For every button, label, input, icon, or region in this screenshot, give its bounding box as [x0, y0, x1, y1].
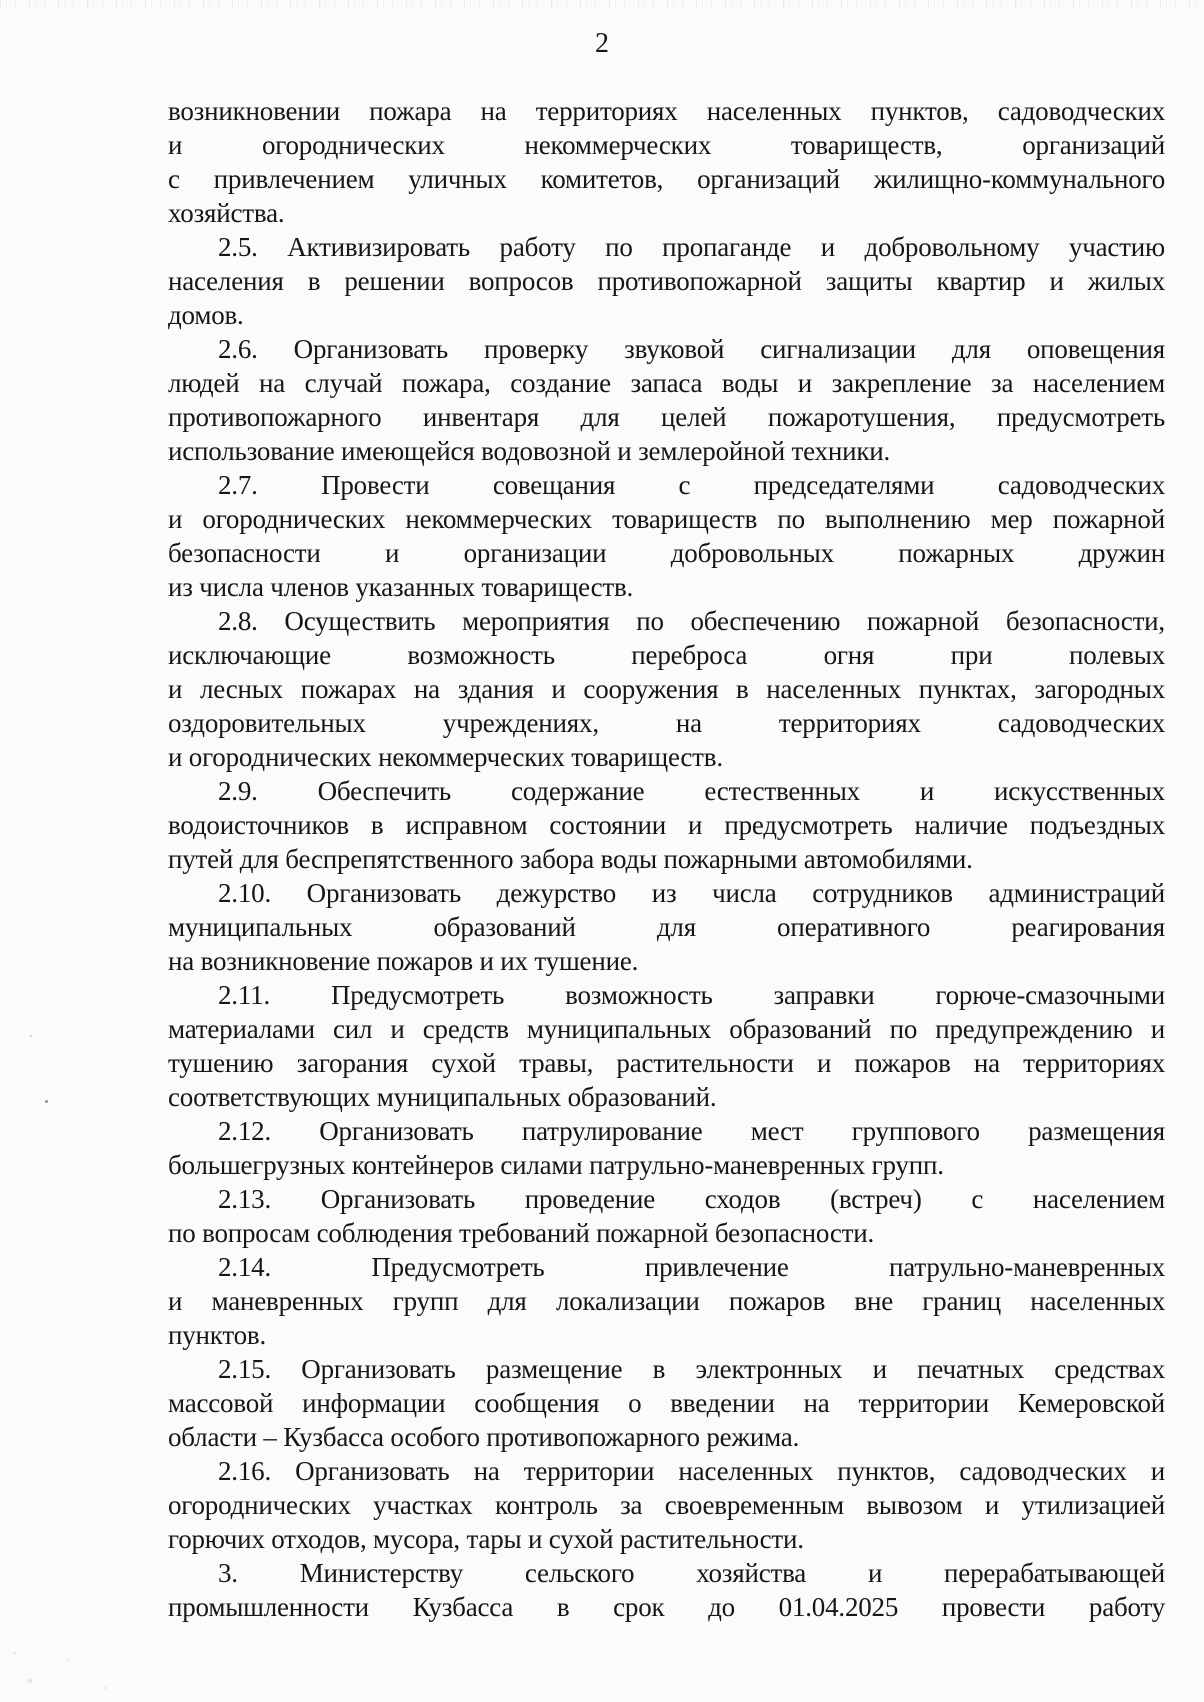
- text-line: муниципальных образований для оперативного реагирования: [168, 912, 1165, 942]
- text-line: тушению загорания сухой травы, растительности и пожаров на территориях: [168, 1048, 1165, 1078]
- paragraph-2-15: [168, 1352, 1165, 1454]
- text-line: путей для беспрепятственного забора воды пожарными автомобилями.: [168, 844, 973, 874]
- paragraph-2-8: [168, 604, 1165, 774]
- text-line: противопожарного инвентаря для целей пожаротушения, предусмотреть: [168, 402, 1165, 432]
- text-line: на возникновение пожаров и их тушение.: [168, 946, 639, 976]
- text-line: хозяйства.: [168, 198, 285, 228]
- text-line: 2.11. Предусмотреть возможность заправки горюче-смазочными: [218, 980, 1165, 1010]
- text-line: 3. Министерству сельского хозяйства и перерабатывающей: [218, 1558, 1165, 1588]
- paragraph-2-7: [168, 468, 1165, 604]
- text-line: водоисточников в исправном состоянии и предусмотреть наличие подъездных: [168, 810, 1165, 840]
- text-line: пунктов.: [168, 1320, 267, 1350]
- text-line: огороднических участках контроль за своевременным вывозом и утилизацией: [168, 1490, 1165, 1520]
- paragraph-2-14: [168, 1250, 1165, 1352]
- paragraph-2-9: [168, 774, 1165, 876]
- paragraph-2-5: [168, 230, 1165, 332]
- text-line: 2.14. Предусмотреть привлечение патрульно-маневренных: [218, 1252, 1165, 1282]
- paragraph-2-11: [168, 978, 1165, 1114]
- paragraph-3: [168, 1556, 1165, 1624]
- paragraph-2-16: [168, 1454, 1165, 1556]
- text-line: соответствующих муниципальных образований.: [168, 1082, 717, 1112]
- text-line: домов.: [168, 300, 244, 330]
- paragraph-continuation: [168, 94, 1165, 230]
- text-line: населения в решении вопросов противопожарной защиты квартир и жилых: [168, 266, 1165, 296]
- scan-noise-top-edge: [0, 0, 1204, 7]
- text-line: возникновении пожара на территориях населенных пунктов, садоводческих: [168, 96, 1165, 126]
- document-body: [168, 94, 1165, 1624]
- text-line: большегрузных контейнеров силами патрульно-маневренных групп.: [168, 1150, 944, 1180]
- paragraph-2-12: [168, 1114, 1165, 1182]
- text-line: материалами сил и средств муниципальных образований по предупреждению и: [168, 1014, 1165, 1044]
- text-line: 2.16. Организовать на территории населенных пунктов, садоводческих и: [218, 1456, 1165, 1486]
- text-line: 2.6. Организовать проверку звуковой сигнализации для оповещения: [218, 334, 1165, 364]
- text-line: и огороднических некоммерческих товариществ.: [168, 742, 723, 772]
- text-line: с привлечением уличных комитетов, организаций жилищно-коммунального: [168, 164, 1165, 194]
- text-line: 2.13. Организовать проведение сходов (встреч) с населением: [218, 1184, 1165, 1214]
- scan-speck: [45, 1100, 48, 1103]
- text-line: и маневренных групп для локализации пожаров вне границ населенных: [168, 1286, 1165, 1316]
- text-line: 2.12. Организовать патрулирование мест группового размещения: [218, 1116, 1165, 1146]
- text-line: области – Кузбасса особого противопожарного режима.: [168, 1422, 800, 1452]
- paragraph-2-6: [168, 332, 1165, 468]
- text-line: 2.7. Провести совещания с председателями садоводческих: [218, 470, 1165, 500]
- paragraph-2-10: [168, 876, 1165, 978]
- text-line: 2.8. Осуществить мероприятия по обеспечению пожарной безопасности,: [218, 606, 1165, 636]
- scan-noise-bottom-left: [0, 1632, 150, 1702]
- text-line: 2.15. Организовать размещение в электронных и печатных средствах: [218, 1354, 1165, 1384]
- scan-speck: [30, 1035, 32, 1037]
- text-line: и огороднических некоммерческих товариществ, организаций: [168, 130, 1165, 160]
- text-line: 2.10. Организовать дежурство из числа сотрудников администраций: [218, 878, 1165, 908]
- text-line: 2.9. Обеспечить содержание естественных и искусственных: [218, 776, 1165, 806]
- text-line: горючих отходов, мусора, тары и сухой растительности.: [168, 1524, 804, 1554]
- text-line: из числа членов указанных товариществ.: [168, 572, 634, 602]
- text-line: исключающие возможность переброса огня при полевых: [168, 640, 1165, 670]
- text-line: оздоровительных учреждениях, на территориях садоводческих: [168, 708, 1165, 738]
- text-line: использование имеющейся водовозной и землеройной техники.: [168, 436, 891, 466]
- text-line: и лесных пожарах на здания и сооружения в населенных пунктах, загородных: [168, 674, 1165, 704]
- text-line: и огороднических некоммерческих товариществ по выполнению мер пожарной: [168, 504, 1165, 534]
- text-line: массовой информации сообщения о введении на территории Кемеровской: [168, 1388, 1165, 1418]
- text-line: людей на случай пожара, создание запаса воды и закрепление за населением: [168, 368, 1165, 398]
- text-line: промышленности Кузбасса в срок до 01.04.2025 провести работу: [168, 1592, 1165, 1622]
- text-line: по вопросам соблюдения требований пожарной безопасности.: [168, 1218, 875, 1248]
- page-number: 2: [595, 28, 609, 59]
- paragraph-2-13: [168, 1182, 1165, 1250]
- text-line: 2.5. Активизировать работу по пропаганде и добровольному участию: [218, 232, 1165, 262]
- text-line: безопасности и организации добровольных пожарных дружин: [168, 538, 1165, 568]
